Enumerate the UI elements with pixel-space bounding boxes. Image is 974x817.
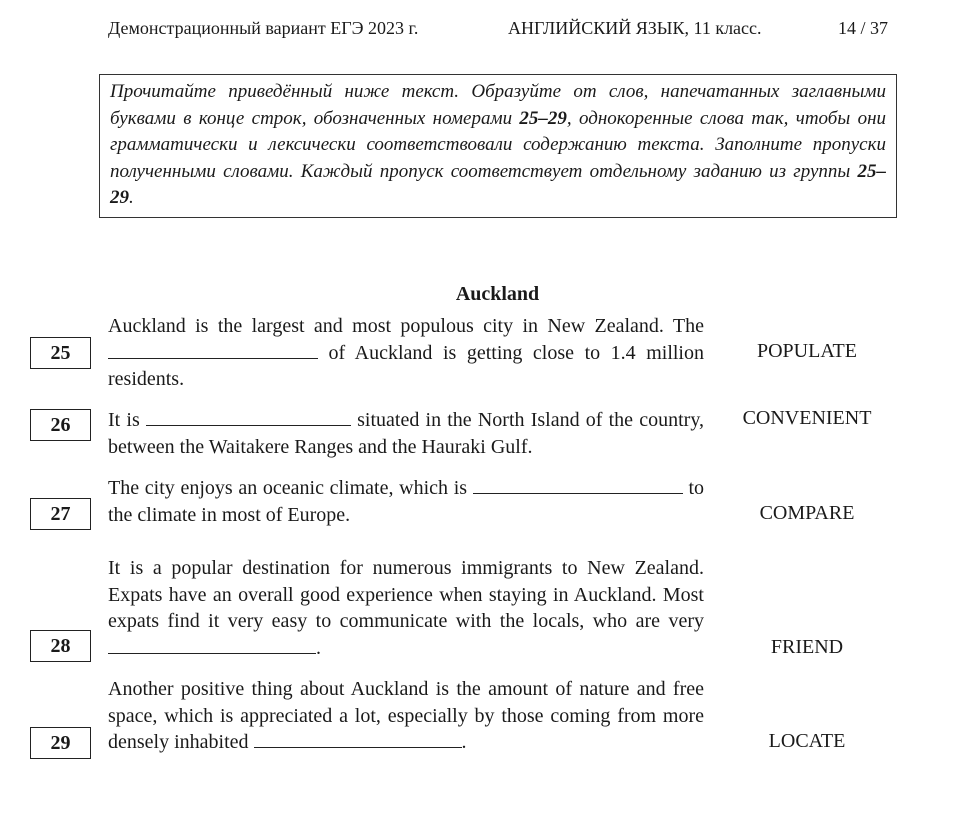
instructions-text-2: , однокоренные слова так, чтобы они грамматически и лексически соответствовали содержанию текста. Заполните пропуски полученными словами. Каждый пропуск соответствует отдельному заданию из группы bbox=[110, 107, 886, 182]
base-word: FRIEND bbox=[770, 636, 844, 658]
page-header bbox=[108, 18, 888, 44]
task-text-after: of Auckland is getting close to 1.4 million residents. bbox=[108, 341, 704, 390]
answer-blank[interactable] bbox=[108, 637, 316, 654]
instructions-text-1: Прочитайте приведённый ниже текст. Образуйте от слов, напечатанных заглавными буквами в конце строк, обозначенных номерами bbox=[110, 81, 886, 129]
answer-blank[interactable] bbox=[146, 409, 351, 426]
task-text-after: . bbox=[316, 636, 321, 659]
task-range-2: 25–29 bbox=[110, 160, 886, 208]
task-text bbox=[108, 676, 704, 756]
answer-blank[interactable] bbox=[108, 342, 318, 359]
task-range-1: 25–29 bbox=[519, 107, 567, 129]
task-text-before: Another positive thing about Auckland is the amount of nature and free space, which is appreciated a lot, especially by those coming from more densely inhabited bbox=[108, 678, 704, 753]
answer-blank[interactable] bbox=[473, 477, 683, 494]
task-text-after: to the climate in most of Europe. bbox=[108, 477, 705, 526]
task-number: 25 bbox=[30, 337, 91, 369]
task-text bbox=[108, 555, 704, 661]
instructions-box bbox=[99, 74, 897, 218]
task-number: 27 bbox=[30, 498, 91, 530]
base-word: CONVENIENT bbox=[742, 407, 872, 429]
task-text bbox=[108, 475, 704, 528]
task-text-after: situated in the North Island of the country, between the Waitakere Ranges and the Hauraki Gulf. bbox=[108, 409, 705, 458]
instructions-text-3: . bbox=[129, 187, 134, 208]
base-word: COMPARE bbox=[759, 502, 855, 524]
base-word: POPULATE bbox=[756, 340, 857, 362]
task-text-before: Auckland is the largest and most populous city in New Zealand. The bbox=[108, 315, 704, 337]
task-text bbox=[108, 313, 704, 393]
task-text bbox=[108, 407, 704, 460]
subject-title: АНГЛИЙСКИЙ ЯЗЫК, 11 класс. bbox=[508, 18, 762, 38]
task-number: 28 bbox=[30, 630, 91, 662]
task-text-before: It is bbox=[108, 409, 140, 431]
exam-title: Демонстрационный вариант ЕГЭ 2023 г. bbox=[108, 18, 419, 38]
task-text-after: . bbox=[461, 731, 467, 753]
answer-blank[interactable] bbox=[254, 731, 462, 748]
task-text-before: The city enjoys an oceanic climate, which is bbox=[108, 477, 468, 499]
task-text-before: It is a popular destination for numerous immigrants to New Zealand. Expats have an overall good experience when staying in Auckland. Most expats find it very easy to communicate with the locals, who are very bbox=[108, 557, 704, 632]
task-number: 29 bbox=[30, 727, 91, 759]
base-word: LOCATE bbox=[768, 730, 846, 752]
page-number: 14 / 37 bbox=[837, 18, 888, 38]
text-title: Auckland bbox=[455, 283, 540, 305]
task-number: 26 bbox=[30, 409, 91, 441]
